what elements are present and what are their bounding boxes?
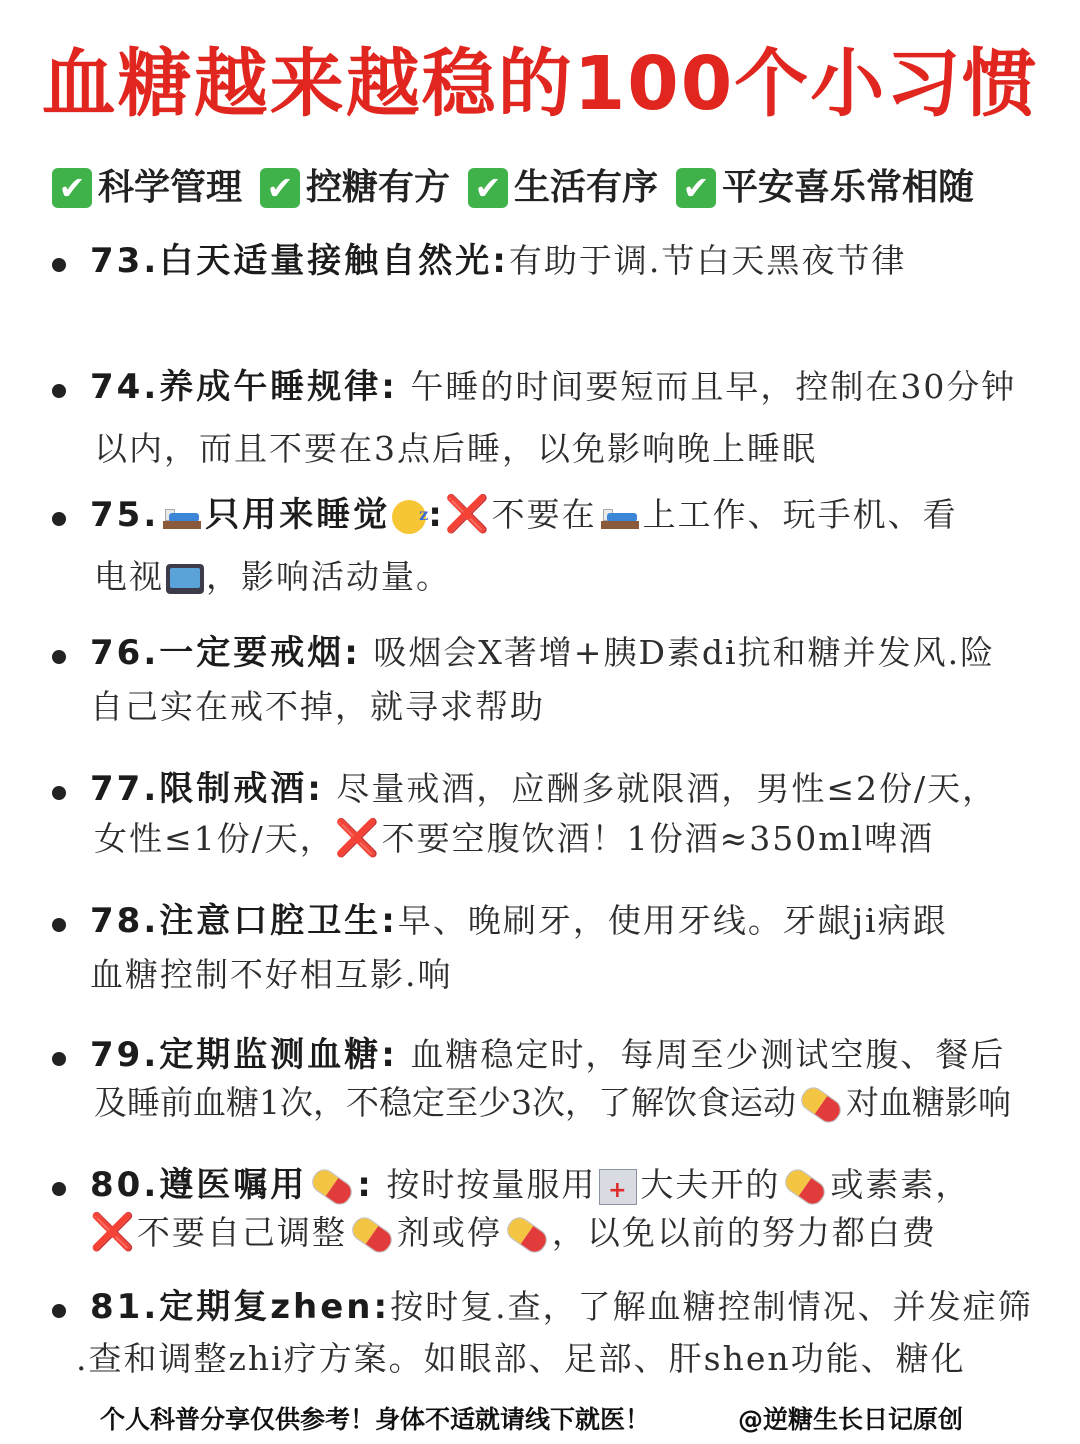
bed-icon: [601, 505, 639, 529]
habit-title: 76.一定要戒烟:: [90, 633, 361, 673]
bullet: [52, 650, 66, 664]
habit-title: 78.注意口腔卫生:: [90, 901, 398, 941]
page-title: 血糖越来越稳的100个小习惯: [41, 41, 1039, 127]
tag-row: [52, 160, 1062, 216]
habit-text: 吸烟会X著增+胰D素di抗和糖并发风.险: [360, 633, 996, 672]
tag: ✔ 平安喜乐常相随: [676, 160, 974, 216]
habit-text: 血糖稳定时，每周至少测试空腹、餐后: [397, 1035, 1006, 1074]
bullet: [52, 512, 66, 526]
cross-icon: ❌: [90, 1212, 137, 1253]
habit-title: 81.定期复zhen:: [90, 1287, 391, 1327]
habit-text: 尽量戒酒，应酬多就限酒，男性≤2份/天，: [323, 769, 998, 808]
habit-title: 77.限制戒酒:: [90, 769, 324, 809]
bullet: [52, 918, 66, 932]
cross-icon: ❌: [444, 494, 492, 535]
habit-text: 自己实在戒不掉，就寻求帮助: [90, 687, 545, 726]
habit-title: 74.养成午睡规律:: [90, 367, 398, 407]
disclaimer-text: 个人科普分享仅供参考！身体不适就请线下就医！: [100, 1405, 651, 1434]
habit-text: .查和调整zhi疗方案。如眼部、足部、肝shen功能、糖化: [76, 1339, 966, 1378]
habit-text: 以内，而且不要在3点后睡，以免影响晚上睡眠: [94, 429, 817, 468]
hospital-icon: [599, 1169, 637, 1205]
sleeping-face-icon: [392, 500, 426, 534]
bullet: [52, 258, 66, 272]
bullet: [52, 1304, 66, 1318]
bullet: [52, 1052, 66, 1066]
habit-title: 73.白天适量接触自然光:: [90, 241, 509, 281]
habit-title: 75.: [90, 495, 160, 535]
cross-icon: ❌: [334, 818, 382, 859]
check-icon: ✔: [676, 168, 716, 208]
tv-icon: [166, 564, 204, 594]
habit-text: 早、晚刷牙，使用牙线。牙龈ji病跟: [397, 901, 948, 940]
check-icon: ✔: [468, 168, 508, 208]
habit-text: 有助于调.节白天黑夜节律: [508, 241, 907, 280]
habit-text: 午睡的时间要短而且早，控制在30分钟: [397, 367, 1017, 406]
tag: ✔ 控糖有方: [260, 160, 450, 216]
bullet: [52, 384, 66, 398]
bullet: [52, 1182, 66, 1196]
pill-icon: [797, 1083, 845, 1127]
tag: ✔ 生活有序: [468, 160, 658, 216]
author-credit: @逆糖生长日记原创: [738, 1405, 964, 1434]
pill-icon: [781, 1165, 829, 1209]
habit-title: 79.定期监测血糖:: [90, 1035, 398, 1075]
bed-icon: [163, 505, 201, 529]
pill-icon: [348, 1213, 396, 1257]
pill-icon: [308, 1165, 356, 1209]
pill-icon: [503, 1213, 551, 1257]
check-icon: ✔: [52, 168, 92, 208]
bullet: [52, 786, 66, 800]
tag: ✔ 科学管理: [52, 160, 242, 216]
habit-text: 血糖控制不好相互影.响: [90, 955, 453, 994]
check-icon: ✔: [260, 168, 300, 208]
habit-text: 按时复.查，了解血糖控制情况、并发症筛: [390, 1287, 1033, 1326]
habit-title: 80.遵医嘱用: [90, 1165, 308, 1205]
